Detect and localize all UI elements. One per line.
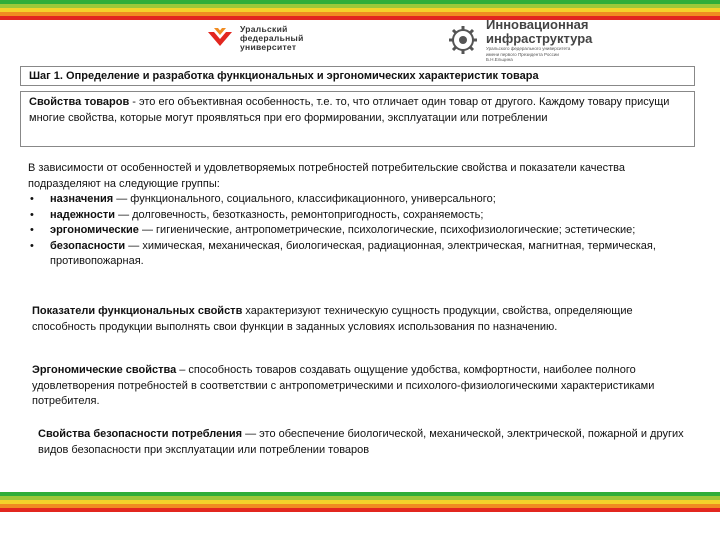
functional-term: Показатели функциональных свойств [32, 305, 243, 317]
innov-logo-caption: Уральского федерального университета [486, 46, 571, 51]
group-text: — долговечность, безотказность, ремонтопригодность, сохраняемость; [115, 208, 484, 221]
group-term: безопасности [50, 239, 126, 252]
list-item [28, 223, 688, 239]
ergonomic-text: – способность товаров создавать ощущение удобства, комфортности, наиболее полного удовлетворения потребностей в соответствии с антропометрическими и психолого-физиологическими характеристиками потребителя. [32, 364, 655, 407]
bottom-color-stripes [0, 492, 720, 516]
list-item [28, 192, 688, 208]
urfu-logo [206, 24, 304, 52]
innovation-infrastructure-logo [446, 18, 592, 63]
top-color-stripes [0, 0, 720, 24]
ergonomic-properties-paragraph [32, 363, 692, 410]
group-term: назначения [50, 193, 114, 205]
group-text: — гигиенические, антропометрические, психологические, психофизиологические; эстетические; [138, 224, 636, 236]
bullet-icon: • [30, 193, 34, 205]
ergonomic-term: Эргономические свойства [32, 364, 177, 376]
innov-logo-title: Инновационная [486, 17, 589, 32]
bullet-icon: • [30, 224, 34, 236]
list-item [28, 208, 688, 224]
stripe [0, 16, 720, 20]
innov-logo-caption: имени первого Президента России Б.Н.Ельцина [486, 51, 559, 62]
group-term: надежности [50, 208, 116, 221]
group-text: — функционального, социального, классификационного, универсального; [113, 193, 496, 205]
urfu-logo-line: Уральский [240, 23, 288, 34]
gear-globe-icon [446, 23, 480, 57]
definition-box [20, 91, 695, 147]
group-term: эргономические [50, 224, 139, 236]
urfu-logo-line: федеральный [240, 32, 304, 43]
urfu-logo-line: университет [240, 41, 297, 52]
property-groups [28, 161, 688, 270]
bullet-icon: • [30, 239, 34, 252]
safety-text: — это обеспечение биологической, механической, электрической, пожарной и других видов безопасности при эксплуатации или потреблении товаров [38, 428, 684, 456]
safety-term: Свойства безопасности потребления [38, 428, 243, 440]
innov-logo-title: инфраструктура [486, 31, 593, 46]
safety-properties-paragraph [38, 427, 693, 458]
group-text: — химическая, механическая, биологическая, радиационная, электрическая, магнитная, термическая, противопожарная. [50, 239, 656, 267]
bullet-icon: • [30, 208, 34, 221]
slide-title: Шаг 1. Определение и разработка функциональных и эргономических характеристик товара [20, 66, 695, 86]
groups-intro: В зависимости от особенностей и удовлетворяемых потребностей потребительские свойства и показатели качества подразделяют на следующие группы: [28, 162, 626, 190]
definition-term: Свойства товаров [29, 96, 130, 108]
stripe [0, 508, 720, 512]
functional-text: характеризуют техническую сущность продукции, свойства, определяющие способность продукции выполнять свои функции в заданных условиях использования по назначению. [32, 305, 633, 333]
definition-text: - это его объективная особенность, т.е. то, что отличает один товар от другого. Каждому товару присущи многие свойства, которые могут проявляться при его формировании, эксплуатации или потреблении [29, 96, 670, 124]
list-item [28, 239, 688, 270]
urfu-logo-icon [206, 24, 234, 52]
functional-properties-paragraph [32, 304, 692, 335]
